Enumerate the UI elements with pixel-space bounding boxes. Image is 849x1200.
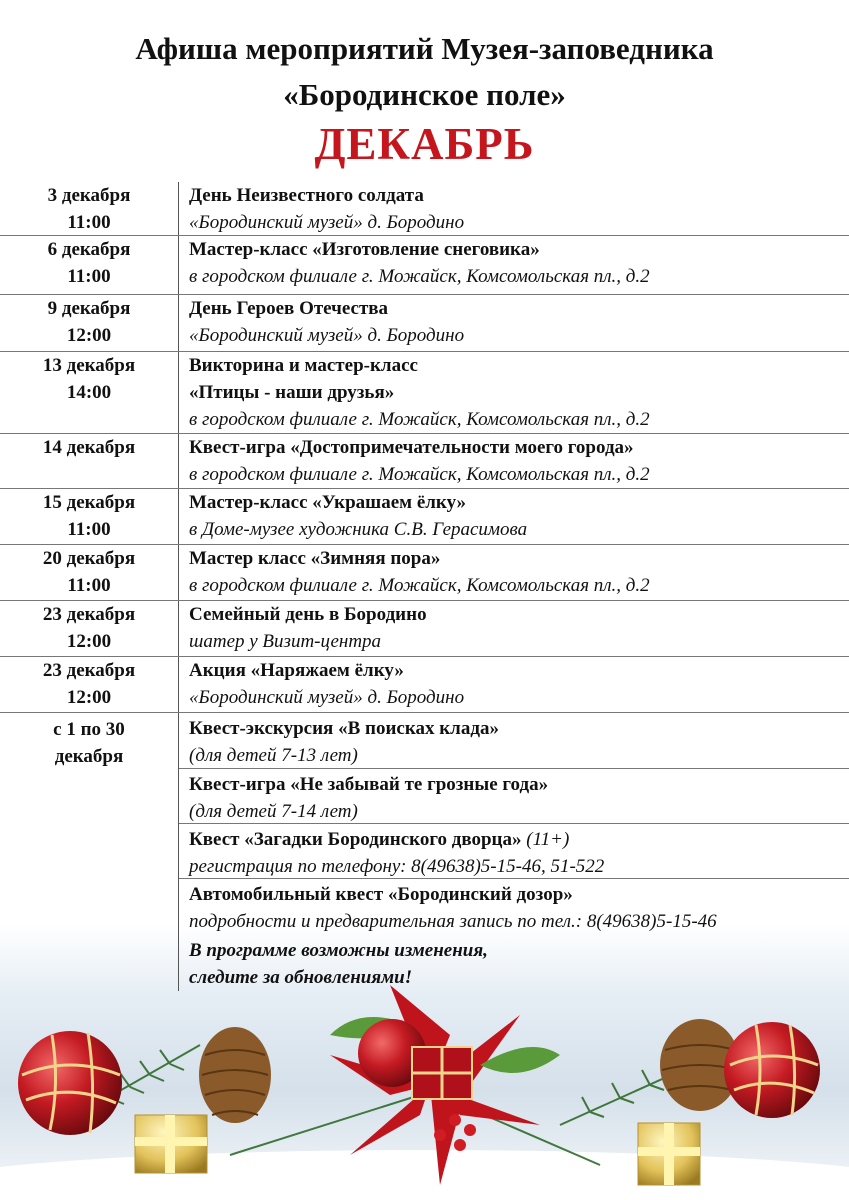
quest-item [179, 824, 849, 879]
event-date: 9 декабря [47, 298, 131, 319]
event-info-cell [179, 182, 849, 235]
event-date-cell [0, 489, 179, 544]
footer-note-line1: В программе возможны изменения, [189, 940, 488, 961]
event-row [0, 352, 849, 434]
event-date: 23 декабря [42, 660, 136, 681]
quest-note: (для детей 7-14 лет) [189, 801, 358, 822]
event-place: «Бородинский музей» д. Бородино [189, 212, 465, 233]
poster-title-line2: «Бородинское поле» [283, 77, 566, 112]
event-row [0, 601, 849, 657]
event-time: 11:00 [67, 211, 111, 233]
quest-note: подробности и предварительная запись по тел.: 8(49638)5-15-46 [189, 911, 717, 932]
event-info-cell [179, 657, 849, 712]
event-time: 11:00 [67, 265, 111, 287]
event-title: Викторина и мастер-класс [189, 355, 418, 376]
event-date-cell [0, 295, 179, 351]
event-info-cell [179, 434, 849, 488]
event-place: шатер у Визит-центра [189, 631, 382, 652]
month-heading: ДЕКАБРЬ [314, 119, 535, 169]
event-date-cell [0, 236, 179, 294]
quest-item [179, 713, 849, 769]
event-schedule [0, 182, 849, 991]
event-date-cell [0, 434, 179, 488]
event-date-cell [0, 182, 179, 235]
quest-age: (11+) [526, 829, 570, 850]
event-row [0, 657, 849, 713]
quest-item [179, 769, 849, 824]
event-time: 12:00 [66, 324, 112, 346]
quest-item [179, 879, 849, 935]
event-info-cell [179, 713, 849, 991]
event-date-range-end: декабря [54, 745, 124, 767]
quest-title: Квест «Загадки Бородинского дворца» [189, 829, 522, 850]
event-title: Мастер класс «Зимняя пора» [189, 548, 441, 569]
event-title: Акция «Наряжаем ёлку» [189, 660, 404, 681]
event-place: в городском филиале г. Можайск, Комсомольская пл., д.2 [189, 575, 650, 596]
event-date-cell [0, 545, 179, 600]
event-title: Мастер-класс «Изготовление снеговика» [189, 239, 540, 260]
event-date-cell [0, 713, 179, 991]
footer-note [179, 935, 849, 991]
event-time: 11:00 [67, 574, 111, 596]
event-info-cell [179, 489, 849, 544]
event-row [0, 182, 849, 236]
poster-header [0, 26, 849, 172]
event-date: 23 декабря [42, 604, 136, 625]
event-title: Семейный день в Бородино [189, 604, 427, 625]
event-place: «Бородинский музей» д. Бородино [189, 325, 465, 346]
event-date: 6 декабря [47, 239, 131, 260]
event-time: 12:00 [66, 630, 112, 652]
event-date: 14 декабря [42, 437, 136, 458]
quest-title: Квест-игра «Не забывай те грозные года» [189, 774, 549, 795]
quest-note: (для детей 7-13 лет) [189, 745, 358, 766]
event-info-cell [179, 236, 849, 294]
poster-title-line1: Афиша мероприятий Музея-заповедника [135, 31, 714, 66]
event-place: в Доме-музее художника С.В. Герасимова [189, 519, 528, 540]
event-place: в городском филиале г. Можайск, Комсомольская пл., д.2 [189, 464, 650, 485]
event-row [0, 434, 849, 489]
event-title: День Героев Отечества [189, 298, 389, 319]
event-row [0, 489, 849, 545]
event-title-continued: «Птицы - наши друзья» [189, 382, 395, 403]
event-info-cell [179, 352, 849, 433]
event-title: День Неизвестного солдата [189, 185, 424, 206]
event-time: 14:00 [66, 381, 112, 403]
event-row [0, 545, 849, 601]
event-time: 11:00 [67, 518, 111, 540]
quest-title: Автомобильный квест «Бородинский дозор» [189, 884, 573, 905]
quest-note: регистрация по телефону: 8(49638)5-15-46, 51-522 [189, 856, 605, 877]
event-title: Квест-игра «Достопримечательности моего города» [189, 437, 634, 458]
event-date: 15 декабря [42, 492, 136, 513]
event-info-cell [179, 545, 849, 600]
event-date: 3 декабря [47, 185, 131, 206]
event-place: в городском филиале г. Можайск, Комсомольская пл., д.2 [189, 409, 650, 430]
event-date-cell [0, 657, 179, 712]
event-date: 20 декабря [42, 548, 136, 569]
event-date: 13 декабря [42, 355, 136, 376]
event-info-cell [179, 295, 849, 351]
quest-title: Квест-экскурсия «В поисках клада» [189, 718, 499, 739]
event-time: 12:00 [66, 686, 112, 708]
footer-note-line2: следите за обновлениями! [189, 967, 413, 988]
event-row [0, 295, 849, 352]
event-place: в городском филиале г. Можайск, Комсомольская пл., д.2 [189, 266, 650, 287]
month-long-events-row [0, 713, 849, 991]
event-date-cell [0, 352, 179, 433]
event-info-cell [179, 601, 849, 656]
event-title: Мастер-класс «Украшаем ёлку» [189, 492, 467, 513]
event-date-range-start: с 1 по 30 [53, 719, 125, 740]
event-place: «Бородинский музей» д. Бородино [189, 687, 465, 708]
event-row [0, 236, 849, 295]
event-date-cell [0, 601, 179, 656]
